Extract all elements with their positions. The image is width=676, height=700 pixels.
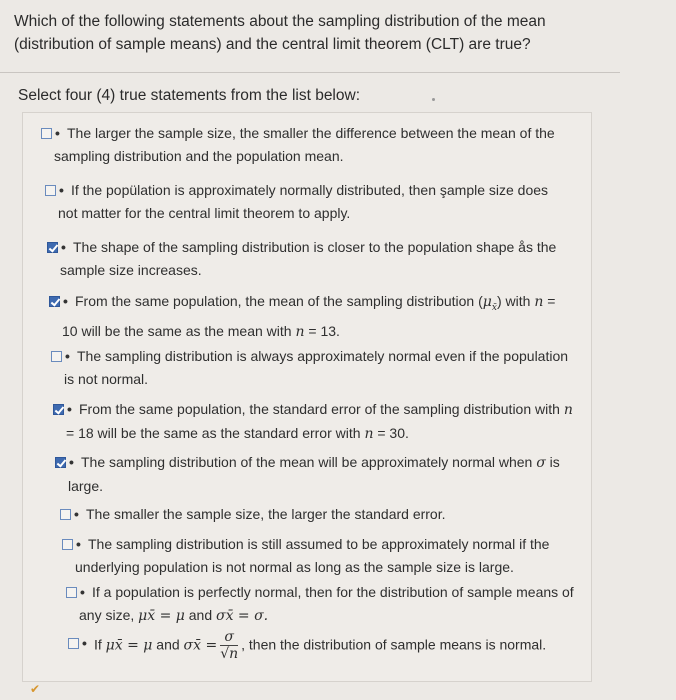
- option-2-line-1: If the popülation is approximately normally distributed, then şample size does: [71, 182, 549, 198]
- option-1-line-1: The larger the sample size, the smaller the difference between the mean of the: [67, 125, 555, 141]
- check-mark-icon: ✔: [30, 682, 41, 696]
- option-5-line-2: is not normal.: [64, 371, 149, 387]
- sigma-over-root-n: [220, 630, 238, 662]
- option-3[interactable]: [47, 236, 587, 282]
- bullet-icon: •: [76, 536, 81, 552]
- option-7-text-b: is: [545, 454, 560, 470]
- option-11-text-and: and: [152, 636, 184, 653]
- option-2-checkbox[interactable]: [45, 185, 56, 196]
- n-symbol: n: [563, 402, 573, 418]
- sigma-symbol: σ: [536, 455, 546, 471]
- option-10-text-a: any size,: [79, 607, 135, 623]
- option-7-line-2: large.: [68, 478, 104, 494]
- bullet-icon: •: [80, 584, 85, 600]
- bullet-icon: •: [61, 239, 66, 255]
- option-9[interactable]: [62, 533, 582, 579]
- option-2[interactable]: [45, 179, 585, 225]
- option-6-text-a: From the same population, the standard error of the sampling distribution with: [79, 401, 560, 417]
- fraction-denominator: √n: [220, 646, 239, 662]
- option-4-line-2: [62, 320, 589, 344]
- bullet-icon: •: [82, 635, 87, 651]
- option-3-line-2: sample size increases.: [60, 262, 202, 278]
- option-4-line-1: [73, 290, 589, 320]
- question-text: [14, 10, 574, 56]
- option-4-text-e: = 13.: [304, 322, 340, 339]
- option-5-line-1: The sampling distribution is always approximately normal even if the population: [77, 348, 569, 364]
- instruction-text: Select four (4) true statements from the list below:: [18, 87, 360, 104]
- option-5-checkbox[interactable]: [51, 351, 62, 362]
- n-symbol: n: [534, 294, 544, 310]
- option-11-checkbox[interactable]: [68, 638, 79, 649]
- xbar-subscript: x̄: [491, 302, 497, 313]
- option-10-line-2: [79, 604, 581, 628]
- option-11-text-b: , then the distribution of sample means is normal.: [241, 636, 547, 653]
- option-6-text-c: = 30.: [373, 425, 409, 441]
- bullet-icon: •: [67, 401, 72, 417]
- option-7-checkbox[interactable]: [55, 457, 66, 468]
- n-symbol: n: [295, 323, 305, 340]
- option-6-line-2: [66, 422, 588, 446]
- option-6-line-1: [77, 398, 588, 422]
- option-4[interactable]: [49, 290, 589, 344]
- option-5[interactable]: [51, 345, 586, 391]
- question-line-1: Which of the following statements about the sampling distribution of the mean: [14, 13, 546, 30]
- option-2-line-2: not matter for the central limit theorem to apply.: [58, 205, 351, 221]
- option-10-text-and: and: [184, 607, 217, 623]
- sigma-equation: σx̄ =: [183, 637, 218, 654]
- option-6-text-b: = 18 will be the same as the standard error with: [66, 425, 361, 441]
- option-1-checkbox[interactable]: [41, 128, 52, 139]
- bullet-icon: •: [63, 293, 68, 309]
- option-9-checkbox[interactable]: [62, 539, 73, 550]
- option-11-line-1: [92, 630, 583, 662]
- stray-mark: [432, 98, 435, 101]
- option-4-text-b: ) with: [496, 293, 531, 309]
- option-7[interactable]: [55, 451, 585, 498]
- mu-equation: μx̄ = μ: [138, 608, 185, 624]
- option-8[interactable]: [60, 503, 580, 526]
- divider: [0, 72, 620, 73]
- bullet-icon: •: [59, 182, 64, 198]
- option-11-text-a: If: [94, 636, 102, 653]
- option-4-text-a: From the same population, the mean of the sampling distribution (: [75, 293, 483, 309]
- bullet-icon: •: [69, 454, 74, 470]
- option-8-line-1: The smaller the sample size, the larger the standard error.: [86, 506, 446, 522]
- question-line-2: (distribution of sample means) and the central limit theorem (CLT) are true?: [14, 36, 531, 53]
- option-1-line-2: sampling distribution and the population mean.: [54, 148, 344, 164]
- option-7-line-1: [79, 451, 585, 475]
- option-4-text-d: 10 will be the same as the mean with: [62, 322, 292, 339]
- option-10-line-1: If a population is perfectly normal, then for the distribution of sample means of: [92, 584, 574, 600]
- bullet-icon: •: [74, 506, 79, 522]
- option-11[interactable]: [68, 630, 583, 662]
- option-8-checkbox[interactable]: [60, 509, 71, 520]
- bullet-icon: •: [65, 348, 70, 364]
- option-10[interactable]: [66, 581, 581, 628]
- option-10-checkbox[interactable]: [66, 587, 77, 598]
- option-4-text-c: =: [543, 293, 556, 309]
- option-6-checkbox[interactable]: [53, 404, 64, 415]
- mu-equation: μx̄ = μ: [105, 637, 153, 654]
- option-6[interactable]: [53, 398, 588, 446]
- option-3-line-1: The shape of the sampling distribution is closer to the population shape ås the: [73, 239, 557, 255]
- sigma-equation: σx̄ = σ.: [216, 608, 269, 624]
- option-9-line-1: The sampling distribution is still assumed to be approximately normal if the: [88, 536, 550, 552]
- option-3-checkbox[interactable]: [47, 242, 58, 253]
- option-4-checkbox[interactable]: [49, 296, 60, 307]
- n-symbol: n: [364, 426, 374, 442]
- mu-symbol: μ: [482, 294, 492, 310]
- bullet-icon: •: [55, 125, 60, 141]
- fraction-numerator: σ: [220, 630, 238, 646]
- option-7-text-a: The sampling distribution of the mean will be approximately normal when: [81, 454, 533, 470]
- option-9-line-2: underlying population is not normal as long as the sample size is large.: [75, 559, 514, 575]
- option-1[interactable]: [41, 122, 591, 168]
